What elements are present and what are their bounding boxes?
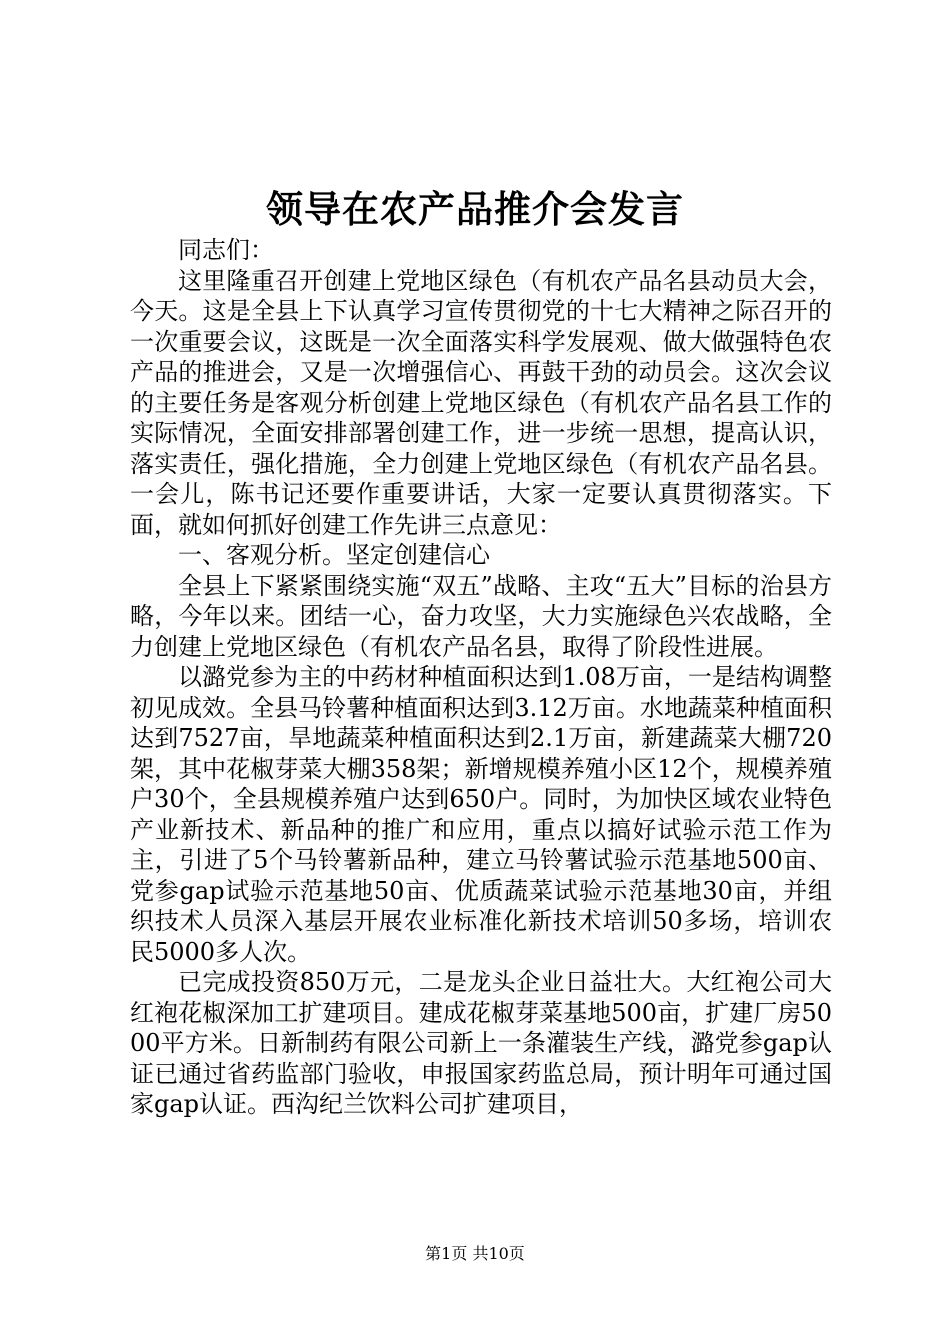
paragraph-salutation: 同志们： xyxy=(178,236,274,264)
document-title: 领导在农产品推介会发言 xyxy=(266,187,684,231)
document-body xyxy=(130,235,832,1120)
paragraph: 以潞党参为主的中药材种植面积达到1.08万亩，一是结构调整初见成效。全县马铃薯种植面积达到3.12万亩。水地蔬菜种植面积达到7527亩，旱地蔬菜种植面积达到2.1万亩，新建蔬菜大棚720架，其中花椒芽菜大棚358架；新增规模养殖小区12个，规模养殖户30个，全县规模养殖户达到650户。同时，为加快区域农业特色产业新技术、新品种的推广和应用，重点以搞好试验示范工作为主，引进了5个马铃薯新品种，建立马铃薯试验示范基地500亩、党参gap试验示范基地50亩、优质蔬菜试验示范基地30亩，并组织技术人员深入基层开展农业标准化新技术培训50多场，培训农民5000多人次。 xyxy=(130,663,832,966)
paragraph: 已完成投资850万元，二是龙头企业日益壮大。大红袍公司大红袍花椒深加工扩建项目。建成花椒芽菜基地500亩，扩建厂房5000平方米。日新制药有限公司新上一条灌装生产线，潞党参gap认证已通过省药监部门验收，申报国家药监总局，预计明年可通过国家gap认证。西沟纪兰饮料公司扩建项目， xyxy=(130,968,832,1118)
page-number-footer: 第1页 共10页 xyxy=(425,1244,525,1263)
paragraph: 全县上下紧紧围绕实施“双五”战略、主攻“五大”目标的治县方略，今年以来。团结一心，奋力攻坚，大力实施绿色兴农战略，全力创建上党地区绿色（有机农产品名县，取得了阶段性进展。 xyxy=(130,571,832,661)
section-heading: 一、客观分析。坚定创建信心 xyxy=(178,541,490,569)
paragraph: 这里隆重召开创建上党地区绿色（有机农产品名县动员大会，今天。这是全县上下认真学习宣传贯彻党的十七大精神之际召开的一次重要会议，这既是一次全面落实科学发展观、做大做强特色农产品的推进会，又是一次增强信心、再鼓干劲的动员会。这次会议的主要任务是客观分析创建上党地区绿色（有机农产品名县工作的实际情况，全面安排部署创建工作，进一步统一思想，提高认识，落实责任，强化措施，全力创建上党地区绿色（有机农产品名县。一会儿，陈书记还要作重要讲话，大家一定要认真贯彻落实。下面，就如何抓好创建工作先讲三点意见： xyxy=(130,266,832,539)
